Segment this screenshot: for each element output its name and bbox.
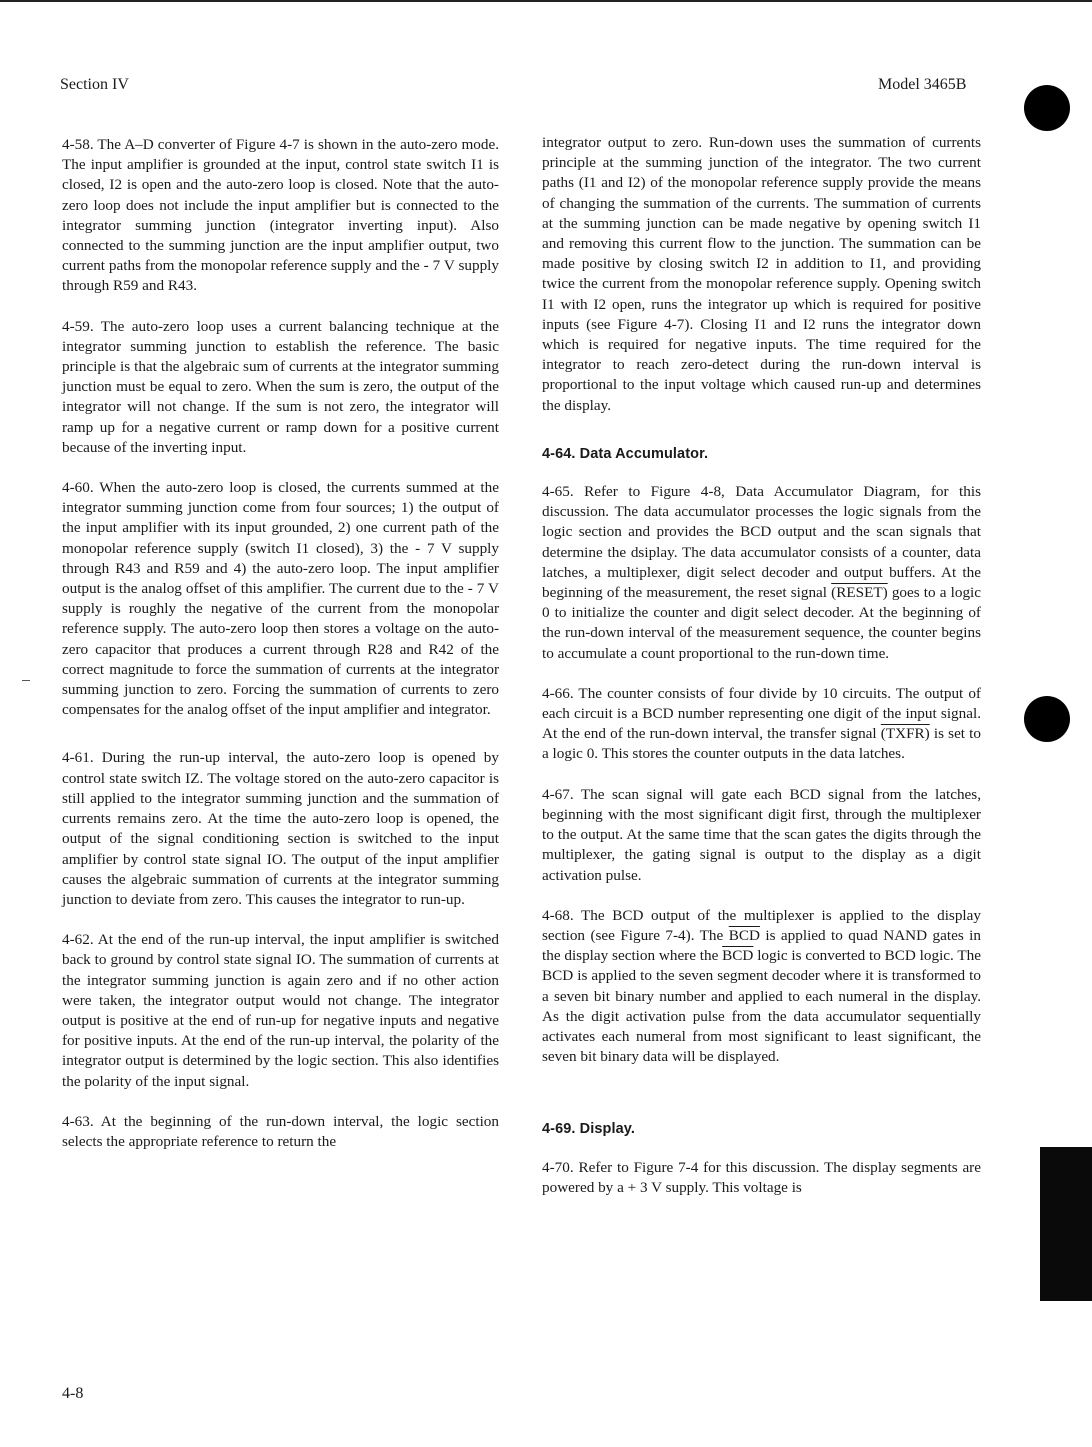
paragraph-4-68-part-a: 4-68. The BCD output of the multiplexer is applied to the display section (see Figure 7-4). The — [542, 906, 981, 944]
paragraph-4-60: 4-60. When the auto-zero loop is closed, the currents summed at the integrator summing junction come from four sources; 1) the output of the input amplifier with its input grounded, 2) one current path of the monopolar reference supply (switch I1 closed), 3) the - 7 V supply through R43 and R59 and 4) the auto-zero loop. The input amplifier output is the analog offset of this amplifier. The current due to the - 7 V supply is roughly the negative of the current from the monopolar reference supply. The auto-zero loop then stores a voltage on the auto-zero capacitor that produces a current through R28 and R42 of the correct magnitude to force the summation of currents at the integrator summing junction to zero. Forcing the summation of currents to zero compensates for the analog offset of the input amplifier and integrator. — [62, 479, 499, 719]
paragraph-4-62: 4-62. At the end of the run-up interval, the input amplifier is switched back to ground by control state signal IO. The summation of currents at the integrator summing junction is again zero and if no other action were taken, the integrator output would not change. The integrator output is positive at the end of run-up for negative inputs and negative for positive inputs. At the end of the run-up interval, the polarity of the integrator output is determined by the logic section. This also identifies the polarity of the input signal. — [62, 931, 499, 1090]
model-label: Model 3465B — [878, 76, 967, 93]
heading-data-accumulator: 4-64. Data Accumulator. — [542, 445, 709, 462]
paragraph-4-66-part-a: 4-66. The counter consists of four divide by 10 circuits. The output of each circuit is a BCD number representing one digit of the input signal. At the end of the run-down interval, the transfer signal — [542, 684, 981, 743]
paragraph-4-66 — [542, 684, 981, 765]
paragraph-4-66-part-b: is set to a logic 0. This stores the counter outputs in the data latches. — [542, 725, 981, 763]
paragraph-4-63: 4-63. At the beginning of the run-down interval, the logic section selects the appropriate reference to return the — [62, 1112, 499, 1150]
paragraph-4-58: 4-58. The A–D converter of Figure 4-7 is shown in the auto-zero mode. The input amplifier is grounded at the input, control state switch I1 is closed, I2 is open and the auto-zero loop is closed. Note that the auto-zero loop does not include the input amplifier but is connected to the integrator summing junction (integrator inverting input). Also connected to the summing junction are the input amplifier output, two current paths from the monopolar reference supply and the - 7 V supply through R59 and R43. — [62, 136, 499, 295]
paragraph-4-59: 4-59. The auto-zero loop uses a current balancing technique at the integrator summing junction to establish the reference. The basic principle is that the algebraic sum of currents at the integrator summing junction must be equal to zero. When the sum is zero, the output of the integrator will not change. If the sum is not zero, the integrator will ramp up for a negative current or ramp down for a positive current because of the inverting input. — [62, 317, 499, 456]
page-top-edge — [0, 0, 1092, 2]
scan-edge-mark — [1040, 1147, 1092, 1301]
left-column — [62, 135, 499, 1172]
heading-display: 4-69. Display. — [542, 1121, 636, 1138]
margin-mark — [22, 680, 30, 681]
paragraph-4-65-part-a: 4-65. Refer to Figure 4-8, Data Accumulator Diagram, for this discussion. The data accumulator processes the logic signals from the logic section and provides the BCD output and the scan signals that determine the dsiplay. The data accumulator consists of a counter, data latches, a multiplexer, digit select decoder and output buffers. At the beginning of the measurement, the reset signal — [542, 483, 981, 602]
binder-hole-top — [1024, 85, 1070, 131]
paragraph-4-68 — [542, 906, 981, 1068]
section-label: Section IV — [60, 76, 129, 93]
right-column — [542, 133, 981, 1218]
paragraph-4-67: 4-67. The scan signal will gate each BCD signal from the latches, beginning with the most significant digit first, through the multiplexer to the output. At the same time that the scan gates the digits through the multiplexer, the gating signal is output to the display as a digit activation pulse. — [542, 785, 981, 884]
txfr-signal: (TXFR) — [880, 725, 930, 743]
paragraph-4-68-part-c: logic is converted to BCD logic. The BCD is applied to the seven segment decoder where it is transformed to a seven bit binary number and applied to each numeral in the display. As the digit activation pulse from the data accumulator sequentially activates each numeral from most significant to least significant, the seven bit binary data will be displayed. — [542, 947, 981, 1066]
paragraph-4-61: 4-61. During the run-up interval, the auto-zero loop is opened by control state switch IZ. The voltage stored on the auto-zero capacitor is still applied to the integrator summing junction and the summation of currents remains zero. At the time the auto-zero loop is opened, the output of the signal conditioning section is switched to the input amplifier by control state signal IO. The output of the input amplifier causes the algebraic summation of currents at the integrator summing junction to deviate from zero. This causes the integrator to run-up. — [62, 749, 499, 908]
paragraph-4-70: 4-70. Refer to Figure 7-4 for this discussion. The display segments are powered by a + 3 V supply. This voltage is — [542, 1158, 981, 1196]
paragraph-4-65-part-b: goes to a logic 0 to initialize the counter and digit select decoder. At the beginning of the run-down interval of the measurement sequence, the counter begins to accumulate a count proportional to the run-down time. — [542, 584, 982, 662]
bcd-signal-1: $\overline{BCD}$ — [728, 926, 760, 944]
paragraph-4-68-part-b: is applied to quad NAND gates in the display section where the — [542, 926, 981, 965]
bcd-signal-2: $\overline{BCD}$ — [722, 947, 754, 965]
paragraph-4-63-continued: integrator output to zero. Run-down uses the summation of currents principle at the summing junction of the integrator. The two current paths (I1 and I2) of the monopolar reference supply provide the means of changing the summation of the currents. The summation of currents at the summing junction can be made negative by opening switch I1 and removing this current flow to the junction. The summation can be made positive by closing switch I2 in addition to I1, and providing twice the current from the monopolar reference supply. Opening switch I1 with I2 open, runs the integrator up which is required for positive inputs (see Figure 4-7). Closing I1 and I2 runs the integrator down which is required for negative inputs. The time required for the integrator to reach zero-detect during the run-down interval is proportional to the input voltage which caused run-up and determines the display. — [542, 134, 981, 414]
reset-signal: (RESET) — [831, 584, 888, 602]
page-number: 4-8 — [62, 1385, 84, 1402]
binder-hole-middle — [1024, 696, 1070, 742]
paragraph-4-65 — [542, 482, 981, 664]
